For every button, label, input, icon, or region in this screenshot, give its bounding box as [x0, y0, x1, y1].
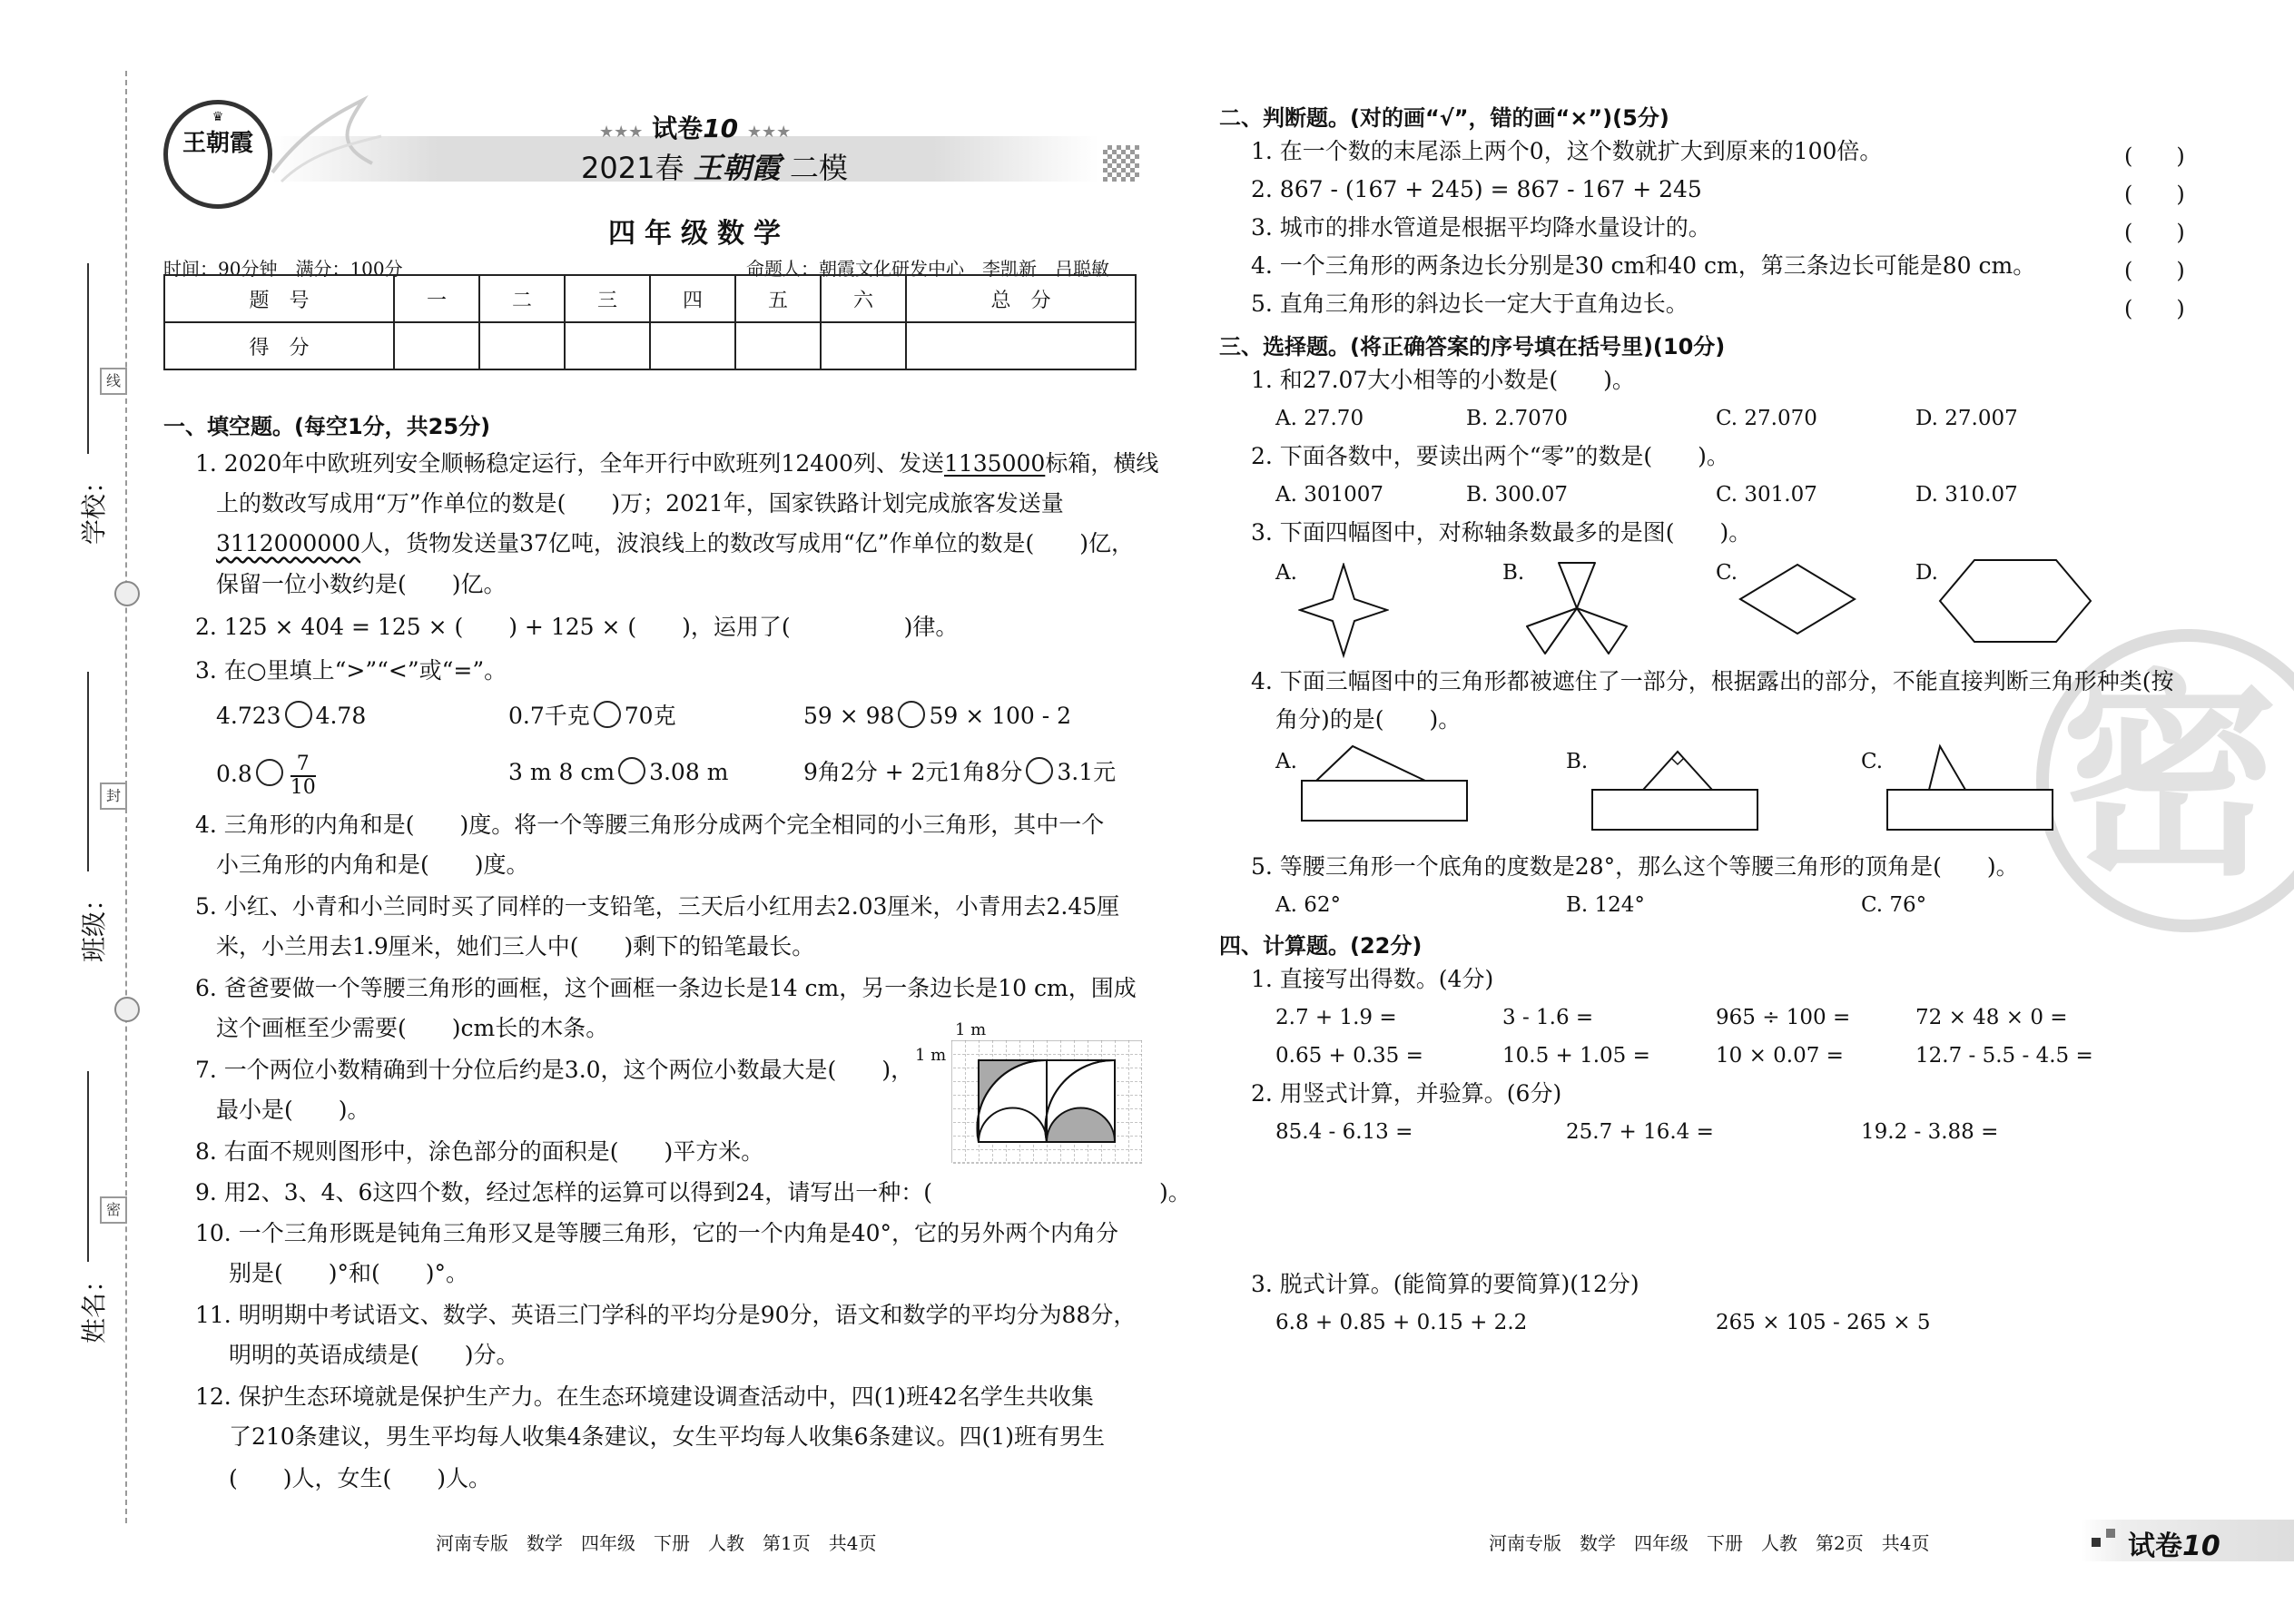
- compare-circle[interactable]: [1026, 757, 1053, 784]
- calc-question-3: 3. 脱式计算。(能简算的要简算)(12分): [1251, 1271, 1639, 1297]
- rhombus-shape: [1738, 563, 1856, 635]
- score-input-cell[interactable]: [906, 322, 1136, 369]
- stamp-glyph: 密: [2060, 651, 2279, 905]
- covered-triangle-b: [1589, 743, 1761, 833]
- score-table-cell: 六: [821, 275, 906, 322]
- score-table-header-row: [164, 275, 1136, 322]
- question-3: 3. 在○里填上“>”“<”或“=”。: [195, 657, 507, 684]
- choice-question-5: 5. 等腰三角形一个底角的度数是28°，那么这个等腰三角形的顶角是( )。: [1251, 853, 2019, 880]
- calc-item: 10.5 + 1.05 =: [1502, 1044, 1650, 1068]
- option-a[interactable]: A.: [1275, 561, 1297, 585]
- judge-item: 1. 在一个数的末尾添上两个0，这个数就扩大到原来的100倍。: [1251, 138, 1883, 164]
- option-a[interactable]: A. 27.70: [1275, 407, 1364, 430]
- choice-question-4-line: 4. 下面三幅图中的三角形都被遮住了一部分，根据露出的部分，不能直接判断三角形种类(按: [1251, 668, 2174, 694]
- question-12-line: 12. 保护生态环境就是保护生产力。在生态环境建设调查活动中，四(1)班42名学生共收集: [195, 1383, 1094, 1410]
- compare-circle[interactable]: [256, 759, 283, 786]
- calc-question-2: 2. 用竖式计算，并验算。(6分): [1251, 1080, 1562, 1107]
- question-1-line: 1. 2020年中欧班列安全顺畅稳定运行，全年开行中欧班列12400列、发送1135000标箱，横线: [195, 450, 1159, 477]
- answer-paren[interactable]: ( ): [2124, 220, 2185, 245]
- option-d[interactable]: D. 310.07: [1915, 483, 2018, 507]
- compare-circle[interactable]: [898, 701, 925, 728]
- score-input-cell[interactable]: [735, 322, 821, 369]
- calc-item: 12.7 - 5.5 - 4.5 =: [1915, 1044, 2093, 1068]
- choice-question-1: 1. 和27.07大小相等的小数是( )。: [1251, 367, 1635, 393]
- question-9: 9. 用2、3、4、6这四个数，经过怎样的运算可以得到24，请写出一种：( )。: [195, 1179, 1191, 1206]
- score-table-cell: 四: [650, 275, 735, 322]
- question-5-line: 5. 小红、小青和小兰同时买了同样的一支铅笔，三天后小红用去2.03厘米，小青用去2.45厘: [195, 893, 1120, 920]
- school-label: 学校：: [79, 468, 109, 545]
- compare-circle[interactable]: [594, 701, 621, 728]
- option-b[interactable]: B.: [1502, 561, 1525, 585]
- question-12-line: ( )人，女生( )人。: [229, 1465, 492, 1491]
- choice-question-3: 3. 下面四幅图中，对称轴条数最多的是图( )。: [1251, 519, 1752, 546]
- calc-item: 19.2 - 3.88 =: [1861, 1120, 1999, 1144]
- square-icon: [2106, 1529, 2115, 1538]
- judge-item: 5. 直角三角形的斜边长一定大于直角边长。: [1251, 290, 1689, 317]
- name-label: 姓名：: [79, 1266, 109, 1343]
- ribbon-decoration-icon: [263, 82, 390, 191]
- score-table-cell: 二: [479, 275, 565, 322]
- section-title: 四、计算题。(22分): [1219, 933, 1423, 959]
- section-title: 二、判断题。(对的画“√”，错的画“×”)(5分): [1219, 105, 1669, 131]
- option-b[interactable]: B. 300.07: [1466, 483, 1569, 507]
- option-c[interactable]: C.: [1861, 750, 1884, 773]
- checker-decoration: [1103, 145, 1139, 182]
- compare-circle[interactable]: [618, 757, 645, 784]
- compare-item: 0.8 $\frac{7}{10}$: [216, 752, 316, 799]
- option-b[interactable]: B.: [1566, 750, 1589, 773]
- school-field[interactable]: [87, 263, 89, 454]
- judge-item: 2. 867 - (167 + 245) = 867 - 167 + 245: [1251, 176, 1702, 202]
- name-field[interactable]: [87, 1071, 89, 1262]
- question-6-line: 6. 爸爸要做一个等腰三角形的画框，这个画框一条边长是14 cm，另一条边长是10 cm，围成: [195, 975, 1137, 1001]
- option-a[interactable]: A.: [1275, 750, 1297, 773]
- judge-item: 4. 一个三角形的两条边长分别是30 cm和40 cm，第三条边长可能是80 cm。: [1251, 252, 2036, 279]
- line-marker-xian: 线: [100, 368, 127, 395]
- score-table-cell: 一: [394, 275, 479, 322]
- choice-question-2: 2. 下面各数中，要读出两个“零”的数是( )。: [1251, 443, 1729, 469]
- question-12-line: 了210条建议，男生平均每人收集4条建议，女生平均每人收集6条建议。四(1)班有男生: [229, 1423, 1105, 1450]
- score-table: [163, 274, 1137, 370]
- choice-question-4-line: 角分)的是( )。: [1275, 706, 1462, 733]
- calc-item: 265 × 105 - 265 × 5: [1716, 1311, 1931, 1334]
- footer-right: 河南专版 数学 四年级 下册 人教 第2页 共4页: [1489, 1532, 1930, 1554]
- calc-item: 965 ÷ 100 =: [1716, 1006, 1851, 1029]
- calc-item: 85.4 - 6.13 =: [1275, 1120, 1413, 1144]
- star-icon: ★★★: [746, 123, 792, 142]
- author-info: 命题人：朝霞文化研发中心 李凯新 吕聪敏: [746, 258, 1109, 280]
- score-input-cell[interactable]: [394, 322, 479, 369]
- compare-circle[interactable]: [285, 701, 312, 728]
- footer-badge: [2081, 1520, 2294, 1561]
- answer-paren[interactable]: ( ): [2124, 296, 2185, 321]
- class-field[interactable]: [87, 672, 89, 871]
- badge-text: 试卷10: [2128, 1530, 2220, 1562]
- question-6-line: 这个画框至少需要( )cm长的木条。: [216, 1015, 609, 1041]
- question-1-line: 保留一位小数约是( )亿。: [216, 571, 507, 597]
- score-table-cell: 五: [735, 275, 821, 322]
- answer-paren[interactable]: ( ): [2124, 143, 2185, 169]
- covered-triangle-c: [1884, 743, 2056, 833]
- calc-item: 2.7 + 1.9 =: [1275, 1006, 1397, 1029]
- logo: ♛ 王朝霞: [163, 100, 272, 209]
- figure-label-left: 1 m: [915, 1046, 947, 1065]
- line-marker-feng: 封: [100, 782, 127, 810]
- answer-paren[interactable]: ( ): [2124, 182, 2185, 207]
- calc-item: 10 × 0.07 =: [1716, 1044, 1844, 1068]
- binding-hole-icon: [114, 997, 140, 1022]
- calc-item: 0.65 + 0.35 =: [1275, 1044, 1423, 1068]
- line-marker-mi: 密: [100, 1196, 127, 1224]
- time-info: 时间：90分钟 满分：100分: [163, 258, 403, 280]
- score-table-score-row: [164, 322, 1136, 369]
- irregular-shape-figure: [951, 1040, 1142, 1167]
- question-4-line: 4. 三角形的内角和是( )度。将一个等腰三角形分成两个完全相同的小三角形，其中一个: [195, 812, 1105, 838]
- subject-title: 四年级数学: [608, 218, 790, 250]
- calc-item: 3 - 1.6 =: [1502, 1006, 1594, 1029]
- class-label: 班级：: [79, 885, 109, 962]
- option-d[interactable]: D.: [1915, 561, 1938, 585]
- score-input-cell[interactable]: [821, 322, 906, 369]
- square-icon: [2092, 1538, 2101, 1547]
- covered-triangle-a: [1298, 743, 1471, 824]
- question-11-line: 明明的英语成绩是( )分。: [229, 1342, 519, 1368]
- binding-hole-icon: [114, 581, 140, 606]
- question-7-line: 7. 一个两位小数精确到十分位后约是3.0，这个两位小数最大是( )，: [195, 1057, 914, 1083]
- series-title: ★★★ 试卷10 ★★★: [599, 113, 792, 143]
- question-2: 2. 125 × 404 = 125 × ( ) + 125 × ( )，运用了( )律。: [195, 614, 959, 640]
- compare-item: 0.7千克 70克: [508, 703, 676, 729]
- calc-question-1: 1. 直接写出得数。(4分): [1251, 966, 1494, 992]
- option-c[interactable]: C.: [1716, 561, 1738, 585]
- calc-item: 72 × 48 × 0 =: [1915, 1006, 2068, 1029]
- score-table-cell: 得 分: [164, 322, 394, 369]
- question-7-line: 最小是( )。: [216, 1097, 370, 1123]
- option-c[interactable]: C. 27.070: [1716, 407, 1817, 430]
- question-8: 8. 右面不规则图形中，涂色部分的面积是( )平方米。: [195, 1138, 764, 1165]
- exam-title: 2021春 王朝霞 二模: [581, 151, 848, 185]
- option-c[interactable]: C. 76°: [1861, 893, 1927, 917]
- score-input-cell[interactable]: [565, 322, 650, 369]
- question-10-line: 别是( )°和( )°。: [229, 1260, 469, 1286]
- crown-icon: ♛: [212, 110, 224, 124]
- score-table-cell: 题 号: [164, 275, 394, 322]
- option-a[interactable]: A. 301007: [1275, 483, 1384, 507]
- four-point-star-shape: [1298, 563, 1389, 658]
- question-1-line: 3112000000人，货物发送量37亿吨，波浪线上的数改写成用“亿”作单位的数是( )亿，: [216, 530, 1134, 556]
- option-b[interactable]: B. 2.7070: [1466, 407, 1569, 430]
- judge-item: 3. 城市的排水管道是根据平均降水量设计的。: [1251, 214, 1711, 241]
- compare-item: 4.723 4.78: [216, 703, 367, 729]
- answer-paren[interactable]: ( ): [2124, 258, 2185, 283]
- pinwheel-shape: [1525, 561, 1629, 656]
- section-title: 一、填空题。(每空1分，共25分): [163, 414, 491, 439]
- score-input-cell[interactable]: [479, 322, 565, 369]
- option-c[interactable]: C. 301.07: [1716, 483, 1817, 507]
- question-11-line: 11. 明明期中考试语文、数学、英语三门学科的平均分是90分，语文和数学的平均分为88分，: [195, 1302, 1137, 1328]
- star-icon: ★★★: [599, 123, 644, 142]
- option-d[interactable]: D. 27.007: [1915, 407, 2018, 430]
- calc-item: 6.8 + 0.85 + 0.15 + 2.2: [1275, 1311, 1528, 1334]
- hexagon-shape: [1938, 558, 2092, 645]
- compare-item: 9角2分 + 2元1角8分 3.1元: [803, 759, 1117, 785]
- calc-item: 25.7 + 16.4 =: [1566, 1120, 1714, 1144]
- fraction: $\frac{7}{10}$: [290, 752, 316, 799]
- compare-item: 59 × 98 59 × 100 - 2: [803, 703, 1072, 729]
- option-b[interactable]: B. 124°: [1566, 893, 1645, 917]
- compare-item: 3 m 8 cm 3.08 m: [508, 759, 729, 785]
- question-10-line: 10. 一个三角形既是钝角三角形又是等腰三角形，它的一个内角是40°，它的另外两个内角分: [195, 1220, 1119, 1246]
- score-table-cell: 总 分: [906, 275, 1136, 322]
- section-title: 三、选择题。(将正确答案的序号填在括号里)(10分): [1219, 334, 1726, 359]
- score-table-cell: 三: [565, 275, 650, 322]
- question-4-line: 小三角形的内角和是( )度。: [216, 851, 529, 878]
- figure-label-top: 1 m: [955, 1020, 987, 1039]
- footer-left: 河南专版 数学 四年级 下册 人教 第1页 共4页: [436, 1532, 877, 1554]
- question-5-line: 米，小兰用去1.9厘米，她们三人中( )剩下的铅笔最长。: [216, 933, 815, 960]
- question-1-line: 上的数改写成用“万”作单位的数是( )万；2021年，国家铁路计划完成旅客发送量: [216, 490, 1064, 517]
- score-input-cell[interactable]: [650, 322, 735, 369]
- option-a[interactable]: A. 62°: [1275, 893, 1341, 917]
